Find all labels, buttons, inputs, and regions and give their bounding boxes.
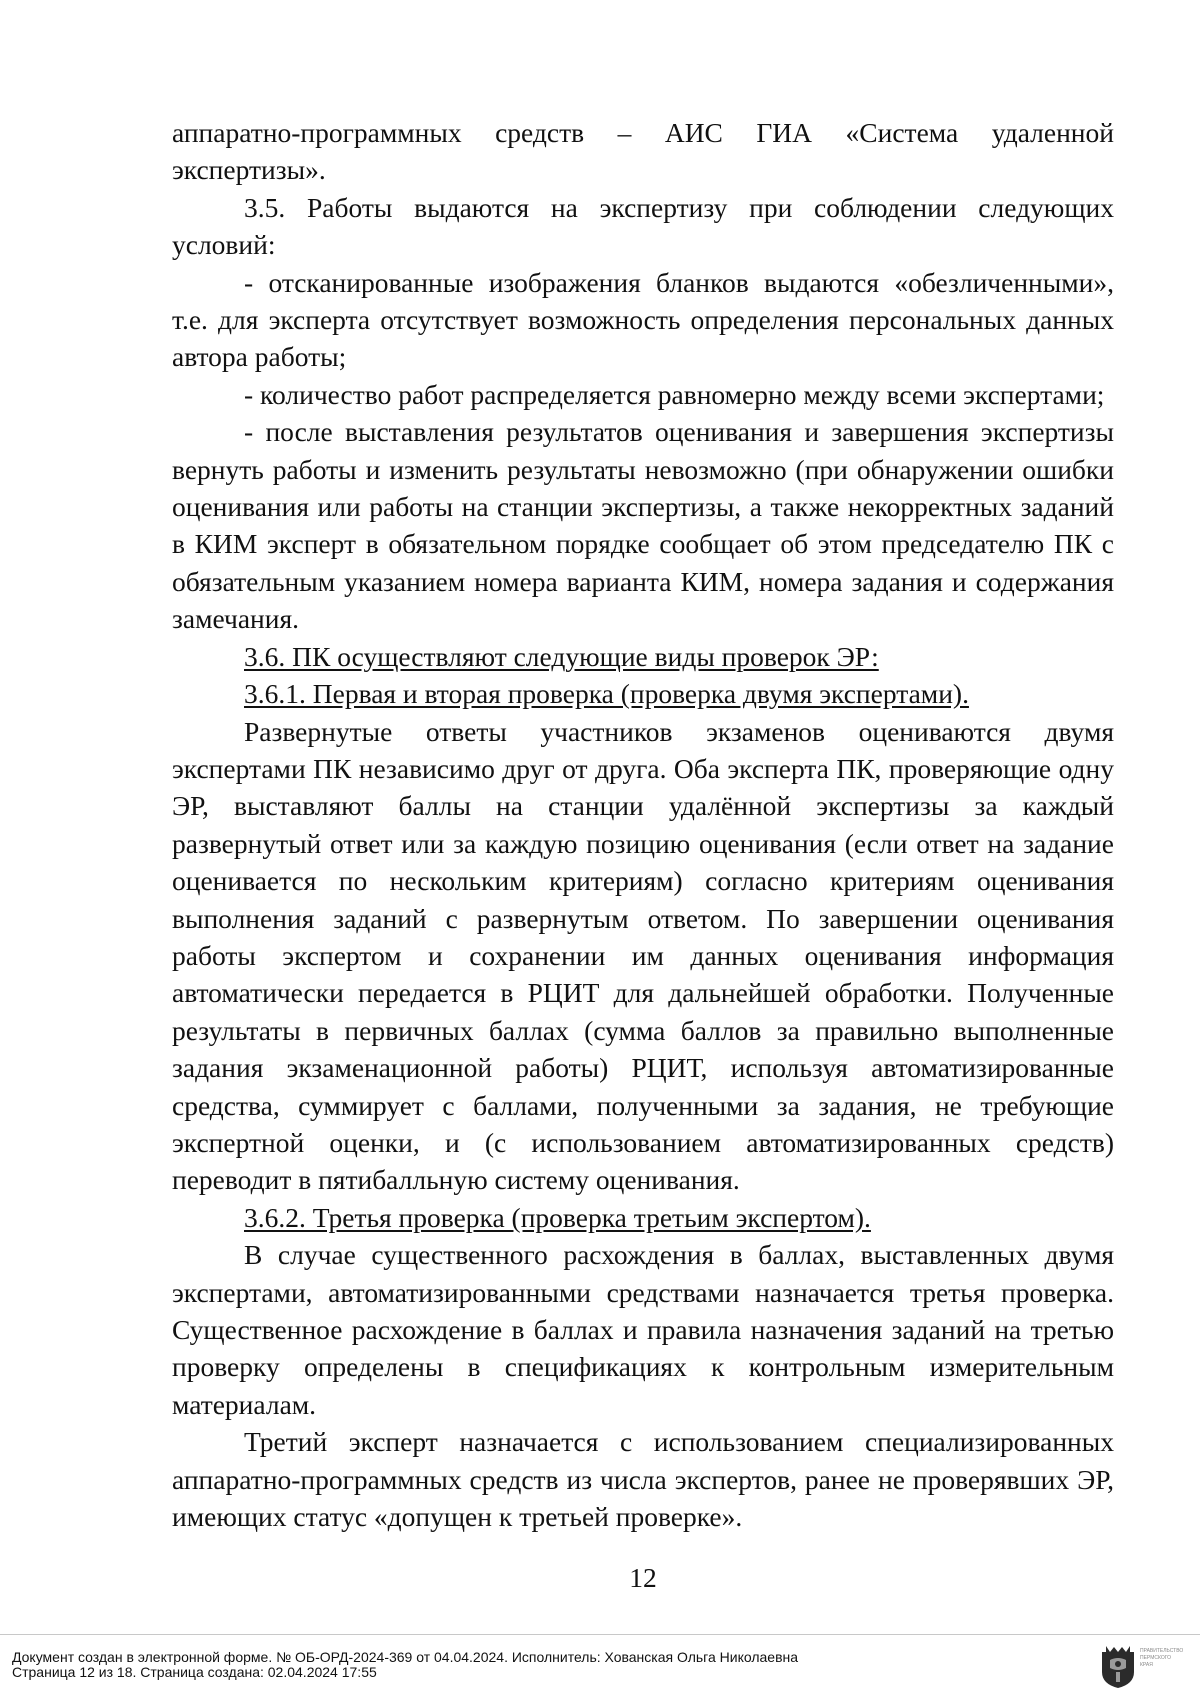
paragraph-two-experts: Развернутые ответы участников экзаменов оцениваются двумя экспертами ПК независимо друг от друга. Оба эксперта ПК, проверяющие одну ЭР, выставляют баллы на станции удалённой экспертизы за каждый развернутый ответ или за каждую позицию оценивания (если ответ на задание оценивается по нескольким критериям) согласно критериям оценивания выполнения заданий с развернутым ответом. По завершении оценивания работы экспертом и сохранении им данных оценивания информация автоматически передается в РЦИТ для дальнейшей обработки. Полученные результаты в первичных баллах (сумма баллов за правильно выполненные задания экзаменационной работы) РЦИТ, используя автоматизированные средства, суммирует с баллами, полученными за задания, не требующие экспертной оценки, и (с использованием автоматизированных средств) переводит в пятибалльную систему оценивания. bbox=[172, 715, 1114, 1196]
document-footer bbox=[12, 1650, 798, 1680]
paragraph-discrepancy: В случае существенного расхождения в баллах, выставленных двумя экспертами, автоматизированными средствами назначается третья проверка. Существенное расхождение в баллах и правила назначения заданий на третью проверку определены в спецификациях к контрольным измерительным материалам. bbox=[172, 1239, 1114, 1420]
document-body bbox=[172, 114, 1114, 1535]
section-heading-3-6-text: 3.6. ПК осуществляют следующие виды проверок ЭР: bbox=[244, 640, 879, 672]
paragraph-third-expert: Третий эксперт назначается с использованием специализированных аппаратно-программных средств из числа экспертов, ранее не проверявших ЭР, имеющих статус «допущен к третьей проверке». bbox=[172, 1426, 1114, 1533]
section-heading-3-6 bbox=[172, 638, 1114, 675]
paragraph-continuation: аппаратно-программных средств – АИС ГИА «Система удаленной экспертизы». bbox=[172, 117, 1114, 186]
paragraph-3-5: 3.5. Работы выдаются на экспертизу при соблюдении следующих условий: bbox=[172, 191, 1114, 261]
regional-coat-of-arms-icon bbox=[1098, 1642, 1138, 1690]
emblem-caption-line: КРАЯ bbox=[1140, 1662, 1153, 1668]
page-number: 12 bbox=[629, 1562, 657, 1593]
emblem-caption-line: ПРАВИТЕЛЬСТВО bbox=[1140, 1648, 1184, 1654]
section-heading-3-6-2-text: 3.6.2. Третья проверка (проверка третьим экспертом). bbox=[244, 1201, 871, 1233]
footer-divider bbox=[0, 1634, 1200, 1635]
footer-line-page-info: Страница 12 из 18. Страница создана: 02.04.2024 17:55 bbox=[12, 1664, 377, 1680]
emblem-caption bbox=[1140, 1648, 1198, 1669]
list-item-anonymized: - отсканированные изображения бланков выдаются «обезличенными», т.е. для эксперта отсутствует возможность определения персональных данных автора работы; bbox=[172, 266, 1114, 373]
section-heading-3-6-1 bbox=[172, 675, 1114, 712]
list-item-distribution: - количество работ распределяется равномерно между всеми экспертами; bbox=[244, 378, 1105, 410]
list-item-finalization: - после выставления результатов оценивания и завершения экспертизы вернуть работы и изменить результаты невозможно (при обнаружении ошибки оценивания или работы на станции экспертизы, а также некорректных заданий в КИМ эксперт в обязательном порядке сообщает об этом председателю ПК с обязательным указанием номера варианта КИМ, номера задания и содержания замечания. bbox=[172, 416, 1114, 635]
footer-line-registration: Документ создан в электронной форме. № ОБ-ОРД-2024-369 от 04.04.2024. Исполнитель: Хованская Ольга Николаевна bbox=[12, 1649, 799, 1665]
section-heading-3-6-1-text: 3.6.1. Первая и вторая проверка (проверка двумя экспертами). bbox=[244, 678, 969, 710]
emblem-caption-line: ПЕРМСКОГО bbox=[1140, 1655, 1172, 1661]
section-heading-3-6-2 bbox=[172, 1199, 1114, 1236]
